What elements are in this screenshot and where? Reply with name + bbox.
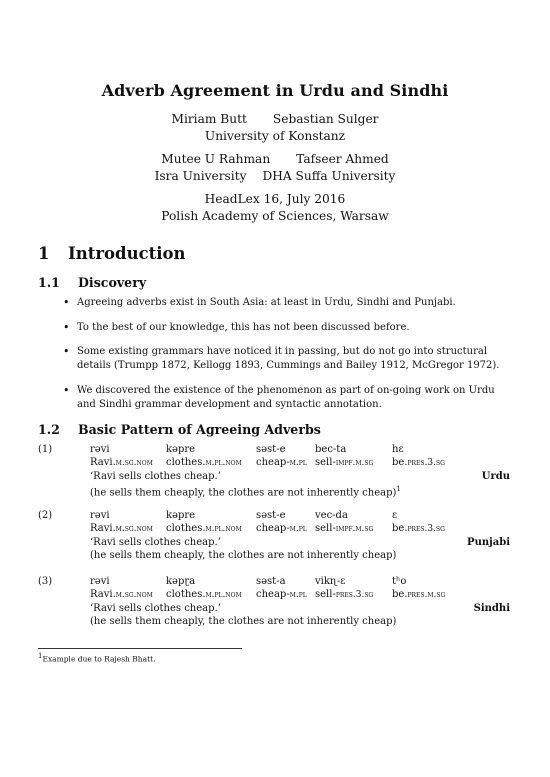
author-ahmed: Tafseer Ahmed — [296, 152, 389, 166]
example-number: (3) — [38, 576, 53, 587]
venue-line: Polish Academy of Sciences, Warsaw — [161, 209, 389, 223]
example-words-row: rəvi kəpre səst-e vec-da ɛ — [90, 510, 398, 521]
bullet-item: • To the best of our knowledge, this has not been discussed before. — [63, 321, 510, 335]
affiliation-konstanz: University of Konstanz — [204, 129, 346, 143]
example-words-row: rəvi kəpre səst-e bec-ta hɛ — [90, 444, 404, 455]
author-line-2 — [0, 152, 550, 166]
example-3 — [38, 575, 510, 628]
example-translation: ‘Ravi sells clothes cheap.’ Sindhi — [90, 602, 510, 614]
example-gloss-row: Ravi.m.sg.nom clothes.m.pl.nom cheap-m.pl sell-pres.3.sg be.pres.m.sg — [90, 589, 446, 601]
paper-title: Adverb Agreement in Urdu and Sindhi — [101, 81, 449, 100]
example-translation: ‘Ravi sells clothes cheap.’ Urdu — [90, 470, 510, 482]
example-translation: ‘Ravi sells clothes cheap.’ Punjabi — [90, 536, 510, 548]
affiliation-line — [0, 169, 550, 183]
author-butt: Miriam Butt — [171, 112, 247, 126]
bullet-item: • We discovered the existence of the phenomenon as part of on-going work on Urdu and Sindhi grammar development and syntactic annotation. — [63, 384, 510, 412]
example-note: (he sells them cheaply, the clothes are not inherently cheap)$^1$ — [90, 484, 401, 499]
example-gloss-row: Ravi.m.sg.nom clothes.m.pl.nom cheap-m.pl sell-impf.m.sg be.pres.3.sg — [90, 457, 445, 469]
example-number: (1) — [38, 444, 53, 455]
affiliation-dha: DHA Suffa University — [262, 169, 396, 183]
footnote — [38, 652, 156, 664]
language-label: Punjabi — [467, 536, 510, 548]
language-label: Urdu — [481, 470, 510, 482]
subsection-heading-discovery: 1.1 Discovery — [38, 275, 147, 290]
example-number: (2) — [38, 510, 53, 521]
language-label: Sindhi — [473, 602, 510, 614]
example-1 — [38, 443, 510, 499]
footnote-text: Example due to Rajesh Bhatt. — [42, 654, 156, 664]
footnote-number: 1 — [38, 652, 43, 660]
example-note: (he sells them cheaply, the clothes are not inherently cheap) — [90, 549, 397, 561]
affiliation-isra: Isra University — [154, 169, 247, 183]
conference-line: HeadLex 16, July 2016 — [204, 192, 346, 206]
example-words-row: rəvi kəpɽa səst-a vikɳ-ɛ tʰo — [90, 576, 407, 587]
example-note: (he sells them cheaply, the clothes are not inherently cheap) — [90, 615, 397, 627]
subsection-heading-basic-pattern: 1.2 Basic Pattern of Agreeing Adverbs — [38, 422, 321, 437]
section-heading-introduction: 1 Introduction — [38, 244, 186, 263]
discovery-bullet-list — [63, 296, 510, 422]
example-gloss-row: Ravi.m.sg.nom clothes.m.pl.nom cheap-m.pl sell-impf.m.sg be.pres.3.sg — [90, 523, 445, 535]
footnote-rule — [38, 648, 242, 649]
author-rahman: Mutee U Rahman — [161, 152, 271, 166]
author-line-1 — [0, 112, 550, 126]
example-2 — [38, 509, 510, 562]
bullet-item: • Agreeing adverbs exist in South Asia: at least in Urdu, Sindhi and Punjabi. — [63, 296, 510, 310]
footnote-marker[interactable]: 1 — [396, 484, 401, 493]
bullet-item: • Some existing grammars have noticed it in passing, but do not go into structural details (Trumpp 1872, Kellogg 1893, Cummings and Bailey 1912, McGregor 1972). — [63, 345, 510, 373]
author-sulger: Sebastian Sulger — [272, 112, 379, 126]
